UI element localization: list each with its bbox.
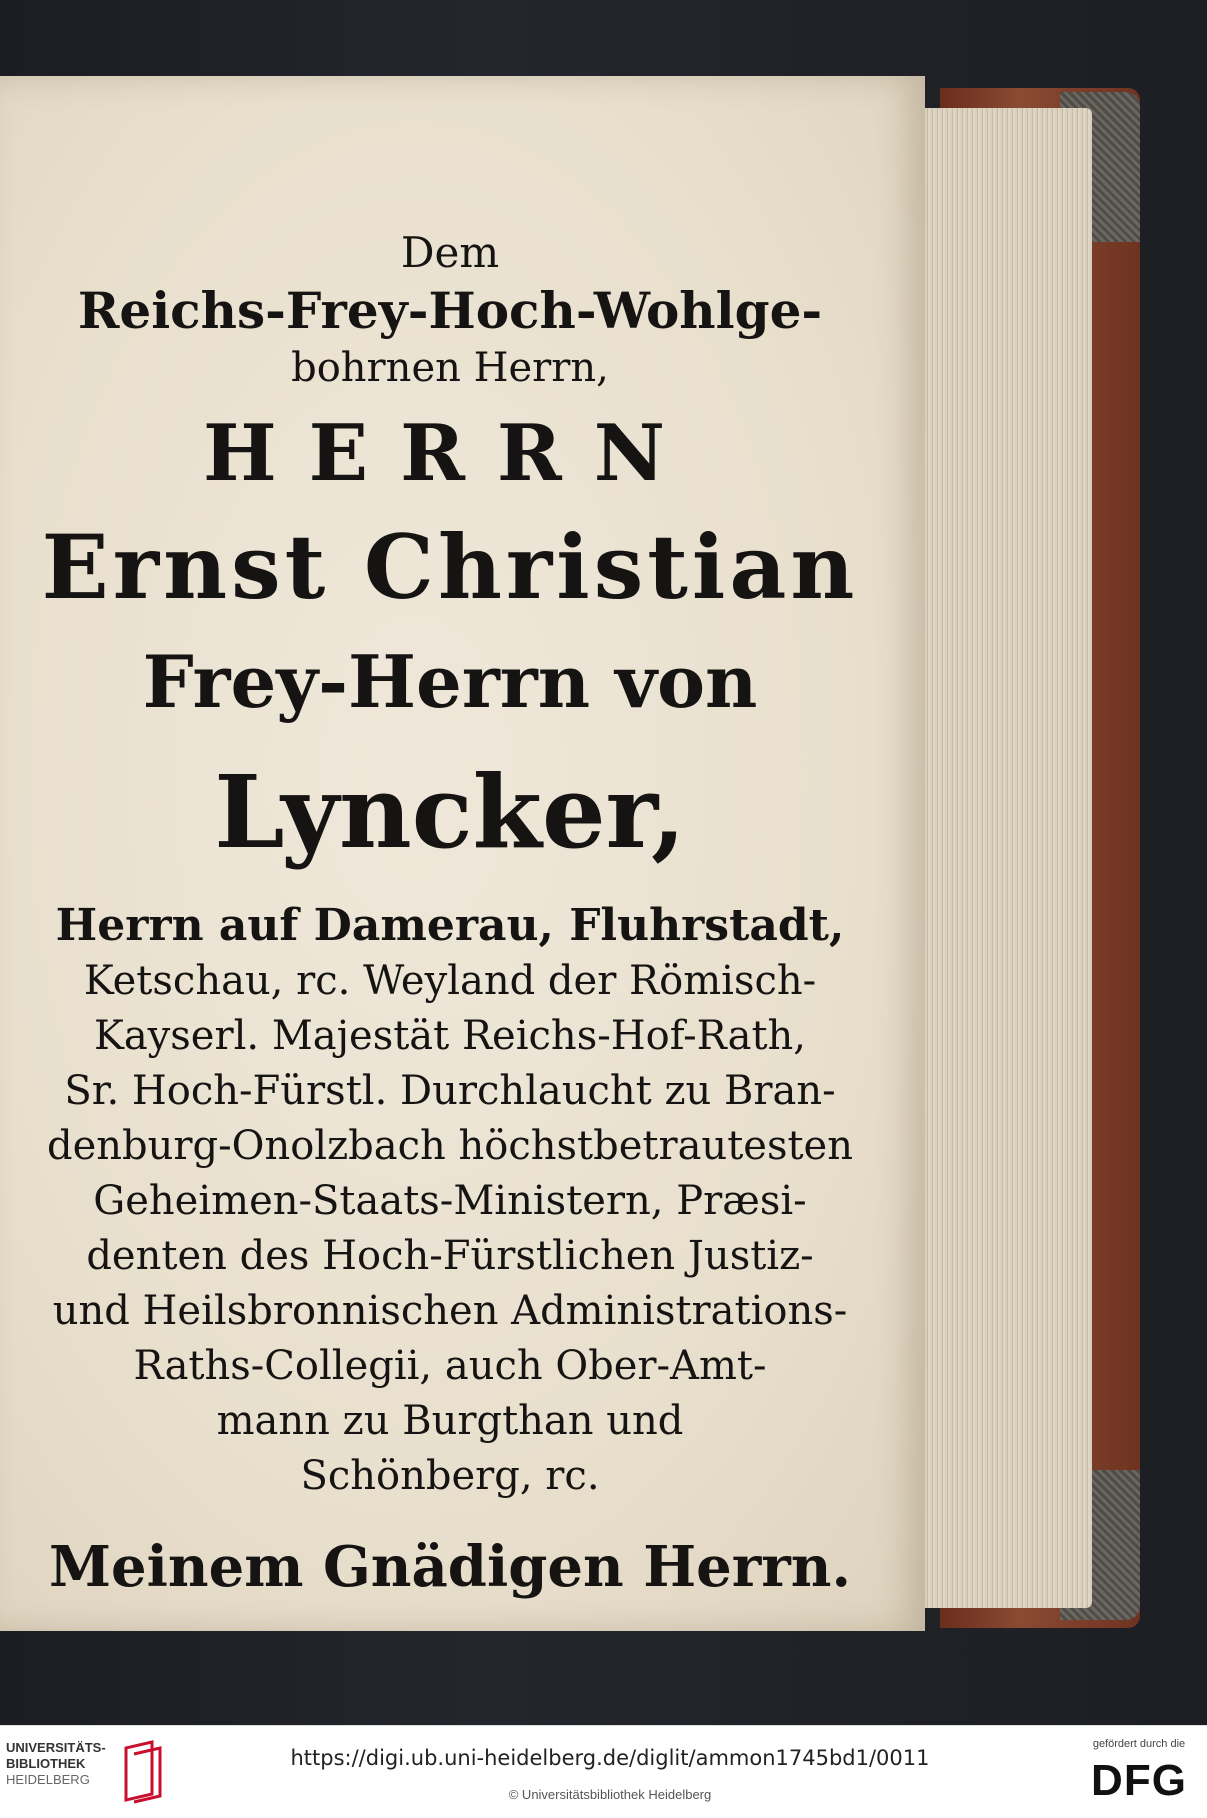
text-line: Lyncker, [214, 753, 686, 871]
copyright-notice: © Universitätsbibliothek Heidelberg [508, 1787, 712, 1802]
library-name-line-3: HEIDELBERG [6, 1772, 90, 1787]
text-line: Meinem Gnädigen Herrn. [49, 1534, 851, 1600]
viewer-footer [0, 1725, 1207, 1818]
title-page-text [30, 226, 870, 1612]
text-line: Raths-Collegii, auch Ober-Amt- [133, 1343, 767, 1389]
text-line: Sr. Hoch-Fürstl. Durchlaucht zu Bran- [64, 1068, 836, 1114]
text-line: Reichs-Frey-Hoch-Wohlge- [77, 281, 823, 340]
permalink-url[interactable]: https://digi.ub.uni-heidelberg.de/diglit/ammon1745bd1/0011 [290, 1746, 930, 1770]
text-line: mann zu Burgthan und [216, 1398, 684, 1444]
text-line: denten des Hoch-Fürstlichen Justiz- [86, 1233, 814, 1279]
text-line: denburg-Onolzbach höchstbetrautesten [47, 1123, 853, 1169]
text-line: Schönberg, rc. [300, 1453, 600, 1499]
library-name-line-2: BIBLIOTHEK [6, 1756, 86, 1771]
book-page [0, 76, 925, 1631]
text-line: und Heilsbronnischen Administrations- [52, 1288, 848, 1334]
text-line: Ketschau, rc. Weyland der Römisch- [83, 958, 817, 1004]
text-line: Dem [400, 228, 500, 277]
text-line: Ernst Christian [41, 515, 859, 619]
dfg-logo[interactable]: DFG [1091, 1756, 1187, 1805]
text-line: Geheimen-Staats-Ministern, Præsi- [93, 1178, 807, 1224]
text-line: Herrn auf Damerau, Fluhrstadt, [55, 900, 845, 951]
library-name-line-1: UNIVERSITÄTS- [6, 1740, 106, 1755]
text-line: Kayserl. Majestät Reichs-Hof-Rath, [93, 1013, 807, 1059]
funder-label: gefördert durch die [1092, 1738, 1186, 1750]
text-line: bohrnen Herrn, [291, 345, 609, 391]
page-edges [920, 108, 1092, 1608]
text-line: Frey-Herrn von [142, 639, 758, 724]
text-line: HERRN [202, 408, 698, 499]
library-name[interactable] [6, 1740, 126, 1788]
library-logo-icon[interactable] [122, 1738, 166, 1804]
